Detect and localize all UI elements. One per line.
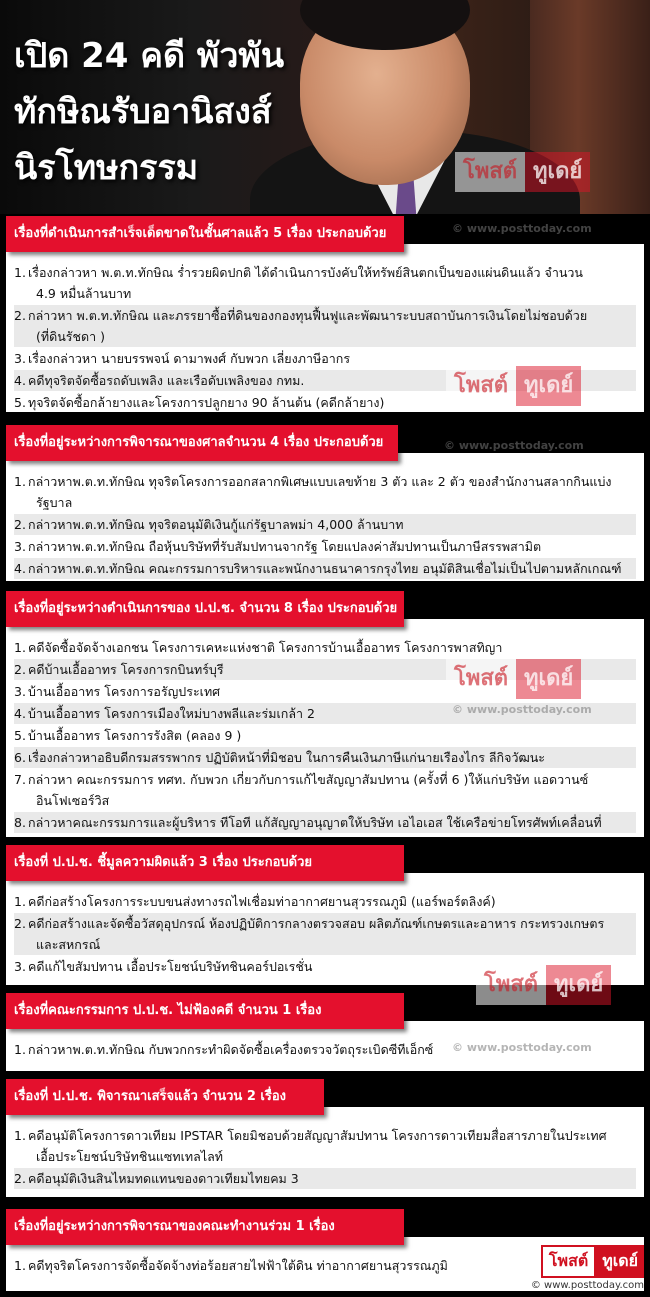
watermark-logo: โพสต์ ทูเดย์	[446, 657, 581, 701]
list-item: 1. คดีก่อสร้างโครงการระบบขนส่งทางรถไฟเชื่อมท่าอากาศยานสุวรรณภูมิ (แอร์พอร์ตลิงค์)	[14, 894, 496, 909]
list-item: 8. กล่าวหาคณะกรรมการและผู้บริหาร ทีโอที แก้สัญญาอนุญาตให้บริษัท เอไอเอส ใช้เครือข่ายโทรศัพท์เคลื่อนที่	[14, 812, 636, 833]
title-line-3: นิรโทษกรรม	[14, 148, 199, 188]
list-item: 5. ทุจริตจัดซื้อกล้ายางและโครงการปลูกยาง 90 ล้านต้น (คดีกล้ายาง)	[14, 395, 385, 410]
list-item: 2. กล่าวหาพ.ต.ท.ทักษิณ ทุจริตอนุมัติเงินกู้แก่รัฐบาลพม่า 4,000 ล้านบาท	[14, 514, 636, 535]
section-nacc-not-prosecuted	[6, 993, 644, 1071]
section-heading: เรื่องที่ ป.ป.ช. พิจารณาเสร็จแล้ว จำนวน 2 เรื่อง	[6, 1079, 324, 1115]
section-body	[6, 1107, 644, 1197]
brand-logo	[531, 1245, 644, 1291]
watermark-url: © www.posttoday.com	[452, 222, 592, 235]
list-item: 4. บ้านเอื้ออาทร โครงการเมืองใหม่บางพลีและร่มเกล้า 2	[14, 703, 636, 724]
section-heading: เรื่องที่ ป.ป.ช. ชี้มูลความผิดแล้ว 3 เรื่อง ประกอบด้วย	[6, 845, 404, 881]
list-item: 3. คดีแก้ไขสัมปทาน เอื้อประโยชน์บริษัทชินคอร์ปอเรชั่น	[14, 959, 313, 974]
watermark-logo	[455, 150, 590, 194]
section-court-pending	[6, 425, 644, 581]
list-item: 2. กล่าวหา พ.ต.ท.ทักษิณ และภรรยาซื้อที่ดินของกองทุนฟื้นฟูและพัฒนาระบบสถาบันการเงินโดยไม่ชอบด้วย (ที่ดินรัชดา )	[14, 305, 636, 347]
title-line-2: ทักษิณรับอานิสงส์	[14, 92, 272, 132]
section-heading: เรื่องที่อยู่ระหว่างการพิจารณาของคณะทำงานร่วม 1 เรื่อง	[6, 1209, 404, 1245]
list-item: 2. คดีบ้านเอื้ออาทร โครงการกบินทร์บุรี	[14, 659, 636, 680]
list-item: 3. บ้านเอื้ออาทร โครงการอรัญประเทศ	[14, 684, 221, 699]
watermark-url: © www.posttoday.com	[452, 1041, 592, 1054]
list-item: 4. คดีทุจริตจัดซื้อรถดับเพลิง และเรือดับเพลิงของ กทม.	[14, 370, 636, 391]
list-item: 6. เรื่องกล่าวหาอธิบดีกรมสรรพากร ปฏิบัติหน้าที่มิชอบ ในการคืนเงินภาษีแก่นายเรืองไกร ลีกิจวัฒนะ	[14, 747, 636, 768]
watermark-url: © www.posttoday.com	[444, 439, 584, 452]
watermark-brand-left: โพสต์	[455, 152, 525, 192]
section-body	[6, 453, 644, 581]
section-heading: เรื่องที่อยู่ระหว่างการพิจารณาของศาลจำนวน 4 เรื่อง ประกอบด้วย	[6, 425, 398, 461]
page-title	[14, 28, 314, 196]
watermark-logo: โพสต์ ทูเดย์	[446, 364, 581, 408]
brand-logo-left: โพสต์	[541, 1245, 596, 1278]
list-item: 3. กล่าวหาพ.ต.ท.ทักษิณ ถือหุ้นบริษัทที่รับสัมปทานจากรัฐ โดยแปลงค่าสัมปทานเป็นภาษีสรรพสามิต	[14, 539, 542, 554]
section-nacc-in-progress	[6, 591, 644, 837]
section-heading: เรื่องที่อยู่ระหว่างดำเนินการของ ป.ป.ช. จำนวน 8 เรื่อง ประกอบด้วย	[6, 591, 404, 627]
list-item: 2. คดีอนุมัติเงินสินไหมทดแทนของดาวเทียมไทยคม 3	[14, 1168, 636, 1189]
list-item: 5. บ้านเอื้ออาทร โครงการรังสิต (คลอง 9 )	[14, 728, 242, 743]
watermark-url: © www.posttoday.com	[452, 703, 592, 716]
section-joint-panel	[6, 1209, 644, 1291]
watermark-brand-right: ทูเดย์	[525, 152, 590, 192]
list-item: 2. คดีก่อสร้างและจัดซื้อวัสดุอุปกรณ์ ห้องปฏิบัติการกลางตรวจสอบ ผลิตภัณฑ์เกษตรและอาหาร กระทรวงเกษตร และสหกรณ์	[14, 913, 636, 955]
list-item: 1. คดีทุจริตโครงการจัดซื้อจัดจ้างท่อร้อยสายไฟฟ้าใต้ดิน ท่าอากาศยานสุวรรณภูมิ	[14, 1258, 448, 1273]
hero-banner	[0, 0, 650, 214]
title-line-1: เปิด 24 คดี พัวพัน	[14, 36, 285, 76]
list-item: 1. กล่าวหาพ.ต.ท.ทักษิณ ทุจริตโครงการออกสลากพิเศษแบบเลขท้าย 3 ตัว และ 2 ตัว ของสำนักงานสลากกินแบ่ง รัฐบาล	[14, 474, 612, 510]
section-nacc-found-guilty	[6, 845, 644, 997]
brand-url: © www.posttoday.com	[530, 1280, 644, 1291]
list-item: 3. เรื่องกล่าวหา นายบรรพจน์ ดามาพงศ์ กับพวก เลี่ยงภาษีอากร	[14, 351, 351, 366]
list-item: 4. กล่าวหาพ.ต.ท.ทักษิณ คณะกรรมการบริหารและพนักงานธนาคารกรุงไทย อนุมัติสินเชื่อไม่เป็นไปตามหลักเกณฑ์	[14, 558, 636, 579]
list-item: 1. กล่าวหาพ.ต.ท.ทักษิณ กับพวกกระทำผิดจัดซื้อเครื่องตรวจวัตถุระเบิดซีทีเอ็กซ์	[14, 1042, 434, 1057]
list-item: 1. คดีอนุมัติโครงการดาวเทียม IPSTAR โดยมิชอบด้วยสัญญาสัมปทาน โครงการดาวเทียมสื่อสารภายในประเทศ เอื้อประโยชน์บริษัทชินแซทเทลไลท์	[14, 1128, 607, 1164]
list-item: 1. เรื่องกล่าวหา พ.ต.ท.ทักษิณ ร่ำรวยผิดปกติ ได้ดำเนินการบังคับให้ทรัพย์สินตกเป็นของแผ่นดินแล้ว จำนวน 4.9 หมื่นล้านบาท	[14, 265, 583, 301]
section-body	[6, 619, 644, 837]
watermark-logo: โพสต์ ทูเดย์	[476, 963, 611, 1007]
section-nacc-concluded	[6, 1079, 644, 1197]
list-item: 7. กล่าวหา คณะกรรมการ ทศท. กับพวก เกี่ยวกับการแก้ไขสัญญาสัมปทาน (ครั้งที่ 6 )ให้แก่บริษัท แอดวานซ์ อินโฟเซอร์วิส	[14, 772, 589, 808]
brand-logo-right: ทูเดย์	[596, 1245, 644, 1278]
section-completed-cases	[6, 216, 644, 412]
section-heading: เรื่องที่คณะกรรมการ ป.ป.ช. ไม่ฟ้องคดี จำนวน 1 เรื่อง	[6, 993, 404, 1029]
section-heading: เรื่องที่ดำเนินการสำเร็จเด็ดขาดในชั้นศาลแล้ว 5 เรื่อง ประกอบด้วย	[6, 216, 404, 252]
list-item: 1. คดีจัดซื้อจัดจ้างเอกชน โครงการเคหะแห่งชาติ โครงการบ้านเอื้ออาทร โครงการพาสทิญา	[14, 640, 503, 655]
